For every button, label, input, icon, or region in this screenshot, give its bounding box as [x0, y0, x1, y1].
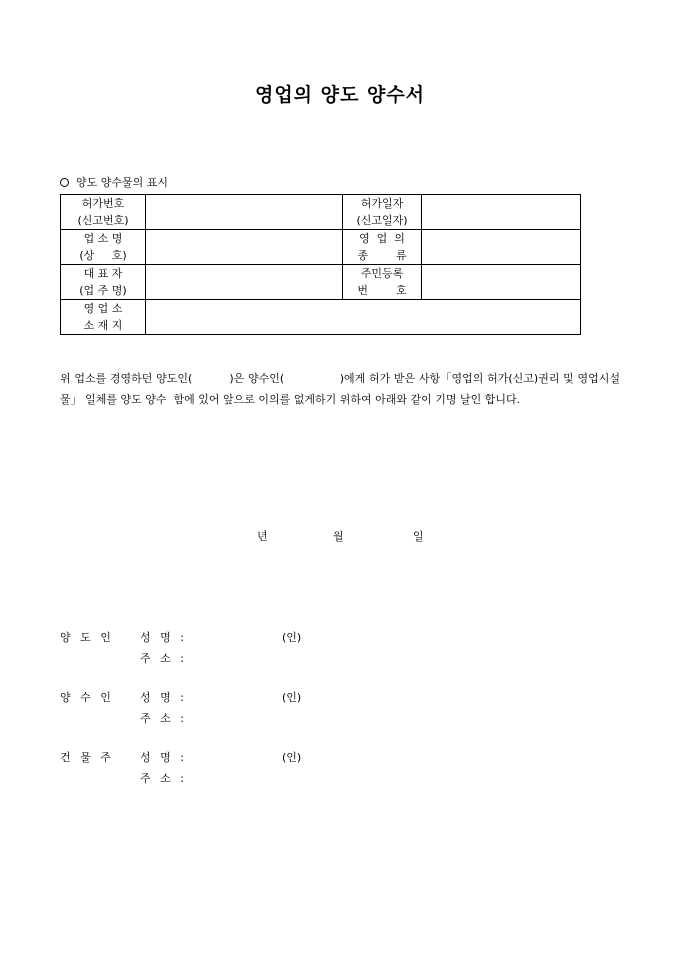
resident-number-label: 주민등록 번 호	[343, 265, 422, 300]
seal-mark: (인)	[282, 691, 302, 704]
document-title: 영업의 양도 양수서	[254, 84, 426, 106]
business-name-field[interactable]	[146, 230, 343, 265]
month-label: 월	[333, 530, 344, 543]
transfer-info-table	[60, 194, 581, 335]
permit-date-field[interactable]	[422, 195, 581, 230]
representative-field[interactable]	[146, 265, 343, 300]
address-label: 주 소 :	[140, 712, 187, 725]
year-label: 년	[257, 530, 268, 543]
address-label: 주 소 :	[140, 772, 187, 785]
address-label: 주 소 :	[140, 652, 187, 665]
table-row	[61, 230, 581, 265]
permit-number-field[interactable]	[146, 195, 343, 230]
signer-role: 건 물 주	[60, 751, 114, 764]
section-heading	[60, 174, 168, 190]
signer-role: 양 수 인	[60, 691, 114, 704]
business-location-field[interactable]	[146, 300, 581, 335]
business-type-field[interactable]	[422, 230, 581, 265]
agreement-text: 위 업소를 경영하던 양도인( )은 양수인( )에게 허가 받은 사항「영업의 허가(신고)권리 및 영업시설물」 일체를 양도 양수 함에 있어 앞으로 이의를 없게하기 위하여 아래와 같이 기명 날인 합니다.	[60, 372, 620, 406]
name-label: 성 명 :	[140, 631, 187, 644]
representative-label: 대 표 자 (업 주 명)	[61, 265, 146, 300]
permit-number-label: 허가번호 (신고번호)	[61, 195, 146, 230]
business-location-label: 영 업 소 소 재 지	[61, 300, 146, 335]
day-label: 일	[413, 530, 424, 543]
signer-role: 양 도 인	[60, 631, 114, 644]
section-heading-text: 양도 양수물의 표시	[76, 176, 169, 189]
name-label: 성 명 :	[140, 751, 187, 764]
table-row	[61, 265, 581, 300]
circle-bullet-icon	[60, 178, 69, 187]
seal-mark: (인)	[282, 751, 302, 764]
business-type-label: 영 업 의 종 류	[343, 230, 422, 265]
permit-date-label: 허가일자 (신고일자)	[343, 195, 422, 230]
table-row	[61, 195, 581, 230]
business-name-label: 업 소 명 (상 호)	[61, 230, 146, 265]
name-label: 성 명 :	[140, 691, 187, 704]
resident-number-field[interactable]	[422, 265, 581, 300]
seal-mark: (인)	[282, 631, 302, 644]
table-row	[61, 300, 581, 335]
